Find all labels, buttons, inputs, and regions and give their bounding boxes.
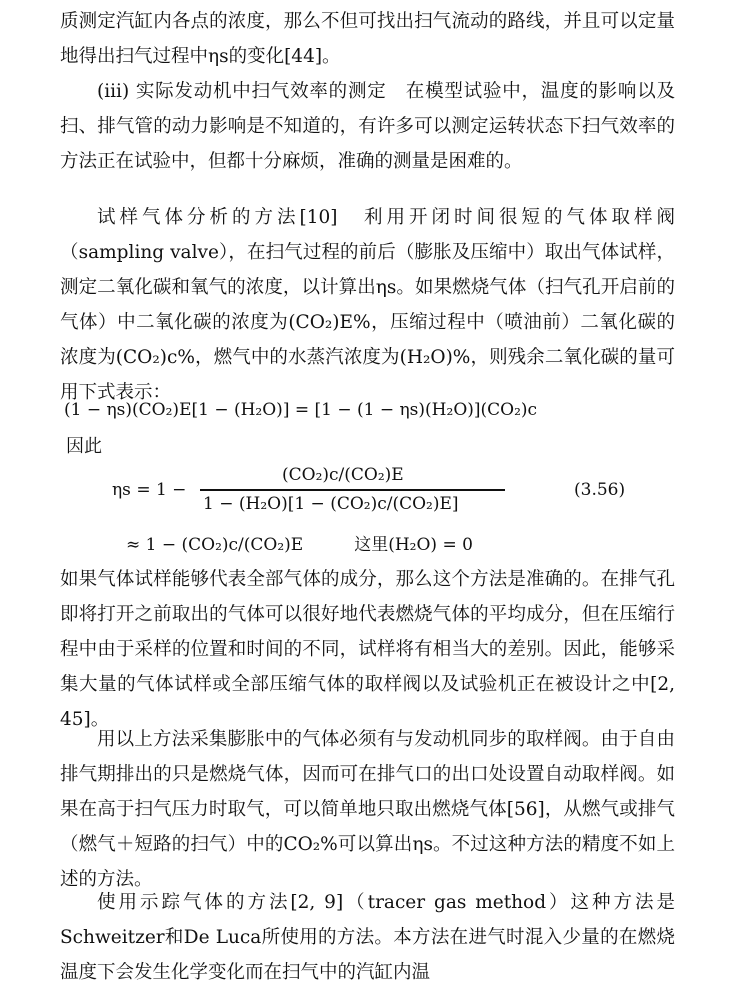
paragraph-2: (iii) 实际发动机中扫气效率的测定 在模型试验中，温度的影响以及扫、排气管的动力影响是不知道的，有许多可以测定运转状态下扫气效率的方法正在试验中，但都十分麻烦，准确的测量是困难的。 — [60, 81, 675, 172]
paragraph-4: 如果气体试样能够代表全部气体的成分，那么这个方法是准确的。在排气孔即将打开之前取出的气体可以很好地代表燃烧气体的平均成分，但在压缩行程中由于采样的位置和时间的不同，试样将有相当大的差别。因此，能够采集大量的气体试样或全部压缩气体的取样阀以及试验机正在被设计之中[2, 45]。 — [60, 569, 675, 730]
paragraph-3: 试样气体分析的方法[10] 利用开闭时间很短的气体取样阀（sampling valve），在扫气过程的前后（膨胀及压缩中）取出气体试样，测定二氧化碳和氧气的浓度，以计算出ηs。如果燃烧气体（扫气孔开启前的气体）中二氧化碳的浓度为(CO₂)E%，压缩过程中（喷油前）二氧化碳的浓度为(CO₂)c%，燃气中的水蒸汽浓度为(H₂O)%，则残余二氧化碳的量可用下式表示： — [60, 207, 675, 403]
paragraph-1: 质测定汽缸内各点的浓度，那么不但可找出扫气流动的路线，并且可以定量地得出扫气过程中ηs的变化[44]。 — [60, 11, 675, 67]
equation-number: (3.56) — [574, 480, 626, 500]
equation-2-numerator: (CO₂)c/(CO₂)E — [282, 465, 404, 485]
equation-1: (1 − ηs)(CO₂)E[1 − (H₂O)] = [1 − (1 − ηs)(H₂O)](CO₂)c — [64, 400, 538, 420]
paragraph-5: 用以上方法采集膨胀中的气体必须有与发动机同步的取样阀。由于自由排气期排出的只是燃烧气体，因而可在排气口的出口处设置自动取样阀。如果在高于扫气压力时取气，可以简单地只取出燃烧气体[56]，从燃气或排气（燃气＋短路的扫气）中的CO₂%可以算出ηs。不过这种方法的精度不如上述的方法。 — [60, 729, 675, 890]
paragraph-6: 使用示踪气体的方法[2, 9]（tracer gas method）这种方法是Schweitzer和De Luca所使用的方法。本方法在进气时混入少量的在燃烧温度下会发生化学变化而在扫气中的汽缸内温 — [60, 892, 675, 983]
equation-3: ≈ 1 − (CO₂)c/(CO₂)E 这里(H₂O) = 0 — [126, 535, 473, 555]
therefore-label: 因此 — [66, 436, 102, 457]
equation-2-lhs: ηs = 1 − — [112, 480, 187, 500]
equation-2-denominator: 1 − (H₂O)[1 − (CO₂)c/(CO₂)E] — [203, 494, 459, 514]
fraction-bar — [200, 489, 505, 491]
